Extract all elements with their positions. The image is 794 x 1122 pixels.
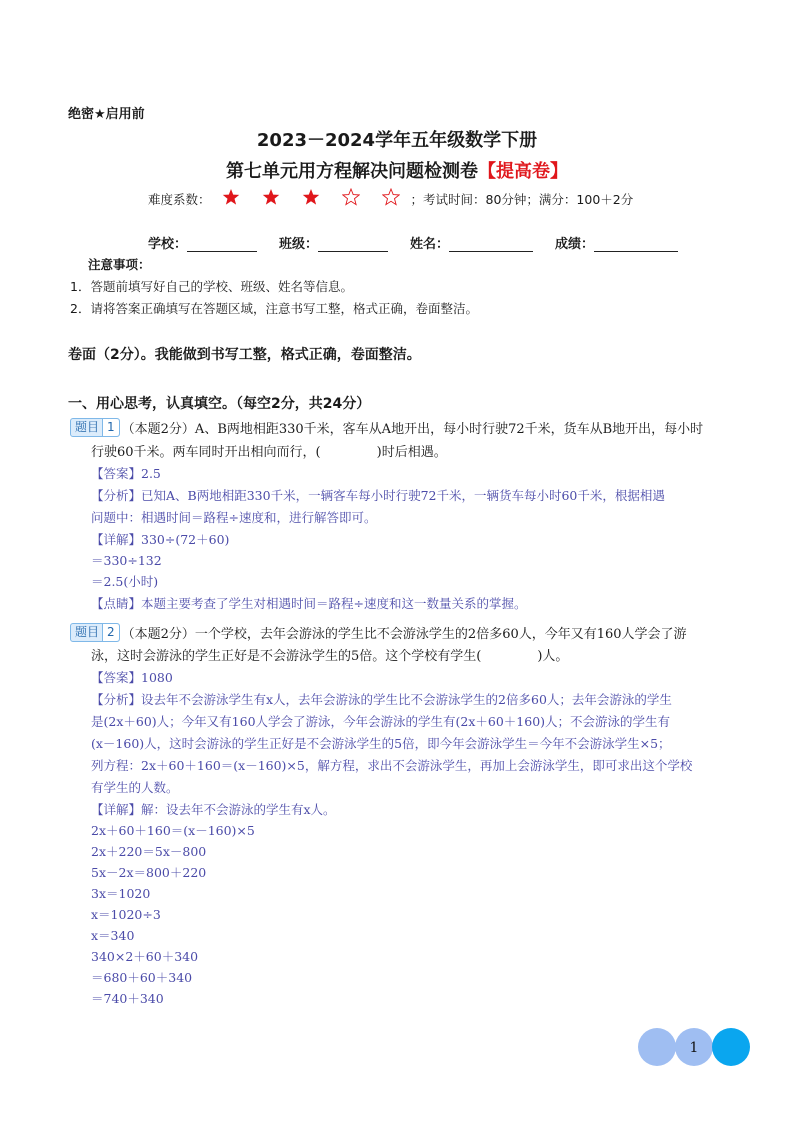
page-number: 1 [689,1040,699,1056]
question-text-cont: 行驶60千米。两车同时开出相向而行，( )时后相遇。 [91,445,447,460]
difficulty-label: 难度系数： [148,191,211,207]
empty-star-icon [382,188,400,206]
detail-line: 340×2＋60＋340 [91,949,199,964]
detail-line: 3x＝1020 [91,886,151,901]
analysis: 【分析】已知A、B两地相距330千米，一辆客车每小时行驶72千米，一辆货车每小时60千米，根据相遇 [91,488,665,503]
difficulty-stars [211,188,411,209]
question-2 [70,623,740,645]
page-badge-circles [637,1027,751,1067]
detail-line: ＝2.5(小时) [91,574,159,589]
answer: 【答案】2.5 [91,466,161,481]
subtitle-tag: 【提高卷】 [478,161,568,182]
school-field[interactable]: 学校： [148,233,257,252]
question-tag: 题目 1 [70,418,120,437]
question-tag: 题目 2 [70,623,120,642]
section-heading: 一、用心思考，认真填空。（每空2分，共24分） [68,396,371,412]
detail-line: 2x＋220＝5x－800 [91,844,207,859]
detail-line: x＝1020÷3 [91,907,161,922]
name-field[interactable]: 姓名： [410,233,533,252]
exam-info: ；考试时间：80分钟；满分：100＋2分 [410,191,634,207]
analysis: 列方程：2x＋60＋160＝(x－160)×5，解方程，求出不会游泳学生，再加上会游泳学生，即可求出这个学校 [91,758,693,773]
neatness-note: 卷面（2分）。我能做到书写工整，格式正确，卷面整洁。 [68,347,421,363]
score-field[interactable]: 成绩： [555,233,678,252]
question-text: （本题2分）A、B两地相距330千米，客车从A地开出，每小时行驶72千米，货车从B地开出，每小时 [121,422,704,437]
analysis: 问题中：相遇时间＝路程÷速度和，进行解答即可。 [91,510,377,525]
detail-line: 【详解】330÷(72＋60) [91,532,230,547]
notice-item: 1．答题前填写好自己的学校、班级、姓名等信息。 [70,279,353,294]
detail-line: ＝330÷132 [91,553,162,568]
page-number-badge [637,1027,751,1067]
school-blank[interactable] [187,237,257,252]
comment: 【点睛】本题主要考查了学生对相遇时间＝路程÷速度和这一数量关系的掌握。 [91,596,527,611]
class-blank[interactable] [318,237,388,252]
filled-star-icon [302,188,320,206]
score-blank[interactable] [594,237,678,252]
difficulty-row [148,188,633,209]
detail-line: ＝680＋60＋340 [91,970,193,985]
notice-item: 2．请将答案正确填写在答题区域，注意书写工整，格式正确，卷面整洁。 [70,301,478,316]
confidential-mark: 绝密★启用前 [68,107,145,122]
question-1 [70,418,740,440]
question-text: （本题2分）一个学校，去年会游泳的学生比不会游泳学生的2倍多60人，今年又有160人学会了游 [121,627,687,642]
analysis: 有学生的人数。 [91,780,179,795]
filled-star-icon [222,188,240,206]
detail-line: 2x＋60＋160＝(x－160)×5 [91,823,255,838]
detail-line: ＝740＋340 [91,991,164,1006]
class-field[interactable]: 班级： [279,233,388,252]
detail-line: 【详解】解：设去年不会游泳的学生有x人。 [91,802,336,817]
page-subtitle [0,157,794,183]
subtitle-main: 第七单元用方程解决问题检测卷 [226,161,478,182]
analysis: (x－160)人，这时会游泳的学生正好是不会游泳学生的5倍，即今年会游泳学生＝今年不会游泳学生×5； [91,736,671,751]
detail-line: x＝340 [91,928,135,943]
answer: 【答案】1080 [91,670,173,685]
filled-star-icon [262,188,280,206]
name-blank[interactable] [449,237,533,252]
notice-heading: 注意事项： [88,257,151,272]
page-title: 2023－2024学年五年级数学下册 [256,130,538,151]
question-text-cont: 泳，这时会游泳的学生正好是不会游泳学生的5倍。这个学校有学生( )人。 [91,649,569,664]
empty-star-icon [342,188,360,206]
analysis: 【分析】设去年不会游泳学生有x人，去年会游泳的学生比不会游泳学生的2倍多60人；去年会游泳的学生 [91,692,672,707]
detail-line: 5x－2x＝800＋220 [91,865,207,880]
student-info-fields [148,233,700,252]
analysis: 是(2x＋60)人；今年又有160人学会了游泳，今年会游泳的学生有(2x＋60＋160)人；不会游泳的学生有 [91,714,671,729]
